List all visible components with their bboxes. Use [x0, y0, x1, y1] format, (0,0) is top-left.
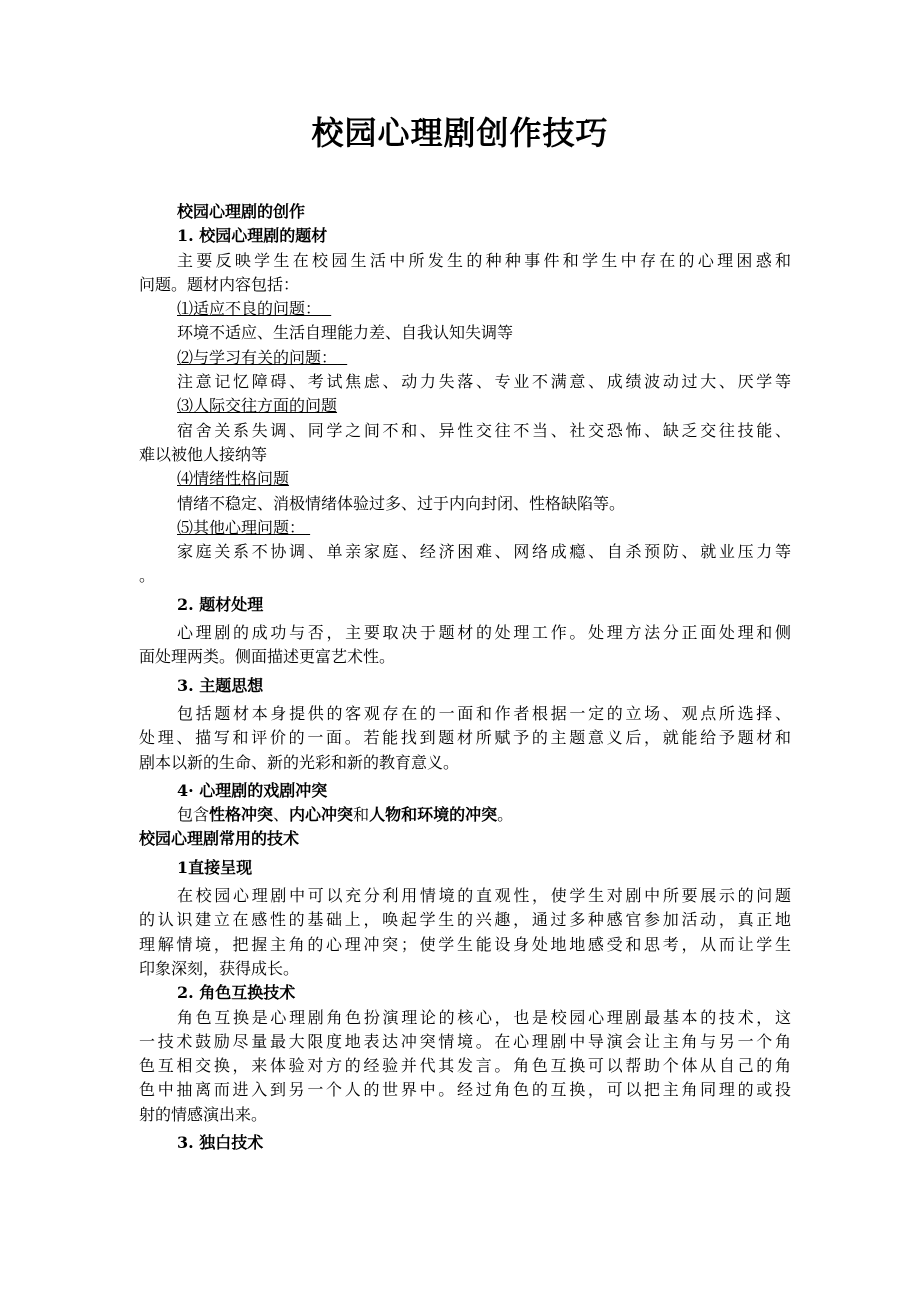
paragraph-line: 的认识建立在感性的基础上，唤起学生的兴趣，通过多种感官参加活动，真正地: [139, 910, 791, 930]
paragraph-line: 剧本以新的生命、新的光彩和新的教育意义。: [139, 752, 460, 772]
topic-desc: 难以被他人接纳等: [139, 444, 268, 464]
section-heading: 校园心理剧常用的技术: [139, 829, 300, 849]
item-heading: 3. 主题思想: [177, 675, 264, 695]
paragraph-line: 面处理两类。侧面描述更富艺术性。: [139, 647, 396, 667]
paragraph-line: 包含性格冲突、内心冲突和人物和环境的冲突。: [177, 805, 514, 825]
topic-desc: 家庭关系不协调、单亲家庭、经济困难、网络成瘾、自杀预防、就业压力等: [177, 542, 791, 562]
topic-desc: 宿舍关系失调、同学之间不和、异性交往不当、社交恐怖、缺乏交往技能、: [177, 420, 791, 440]
topic-desc: 注意记忆障碍、考试焦虑、动力失落、专业不满意、成绩波动过大、厌学等: [177, 372, 791, 392]
paragraph-line: 角色互换是心理剧角色扮演理论的核心，也是校园心理剧最基本的技术，这: [177, 1007, 791, 1027]
paragraph-line: 主要反映学生在校园生活中所发生的种种事件和学生中存在的心理困惑和: [177, 250, 791, 270]
paragraph-line: 包括题材本身提供的客观存在的一面和作者根据一定的立场、观点所选择、: [177, 703, 791, 723]
item-heading: 3. 独白技术: [177, 1132, 264, 1152]
item-heading: 4· 心理剧的戏剧冲突: [177, 780, 328, 800]
section-heading: 校园心理剧的创作: [177, 202, 306, 221]
paragraph-line: 在校园心理剧中可以充分利用情境的直观性，使学生对剧中所要展示的问题: [177, 886, 791, 906]
topic-label: ⑸其他心理问题：: [177, 517, 306, 537]
item-heading: 1直接呈现: [177, 857, 253, 877]
item-heading: 2. 角色互换技术: [177, 983, 296, 1003]
paragraph-line: 处理、描写和评价的一面。若能找到题材所赋予的主题意义后，就能给予题材和: [139, 728, 791, 748]
paragraph-line: 一技术鼓励尽量最大限度地表达冲突情境。在心理剧中导演会让主角与另一个角: [139, 1031, 791, 1051]
topic-label: ⑴适应不良的问题：: [177, 299, 322, 319]
topic-desc: 。: [139, 566, 156, 586]
paragraph-line: 问题。题材内容包括：: [139, 274, 300, 294]
paragraph-line: 心理剧的成功与否，主要取决于题材的处理工作。处理方法分正面处理和侧: [177, 623, 791, 643]
item-heading: 2. 题材处理: [177, 594, 264, 614]
paragraph-line: 理解情境，把握主角的心理冲突；使学生能设身处地地感受和思考，从而让学生: [139, 934, 791, 954]
paragraph-line: 色中抽离而进入到另一个人的世界中。经过角色的互换，可以把主角同理的或投: [139, 1080, 791, 1100]
item-heading: 1. 校园心理剧的题材: [177, 226, 328, 246]
topic-label: ⑵与学习有关的问题：: [177, 347, 338, 367]
topic-desc: 情绪不稳定、消极情绪体验过多、过于内向封闭、性格缺陷等。: [177, 493, 626, 513]
paragraph-line: 色互相交换，来体验对方的经验并代其发言。角色互换可以帮助个体从自己的角: [139, 1056, 791, 1076]
paragraph-line: 射的情感演出来。: [139, 1104, 268, 1124]
document-body: [139, 200, 791, 1155]
paragraph-line: 印象深刻，获得成长。: [139, 958, 300, 978]
topic-desc: 环境不适应、生活自理能力差、自我认知失调等: [177, 323, 514, 343]
topic-label: ⑶人际交往方面的问题: [177, 396, 338, 416]
topic-label: ⑷情绪性格问题: [177, 469, 290, 489]
document-title: 校园心理剧创作技巧: [311, 114, 609, 152]
